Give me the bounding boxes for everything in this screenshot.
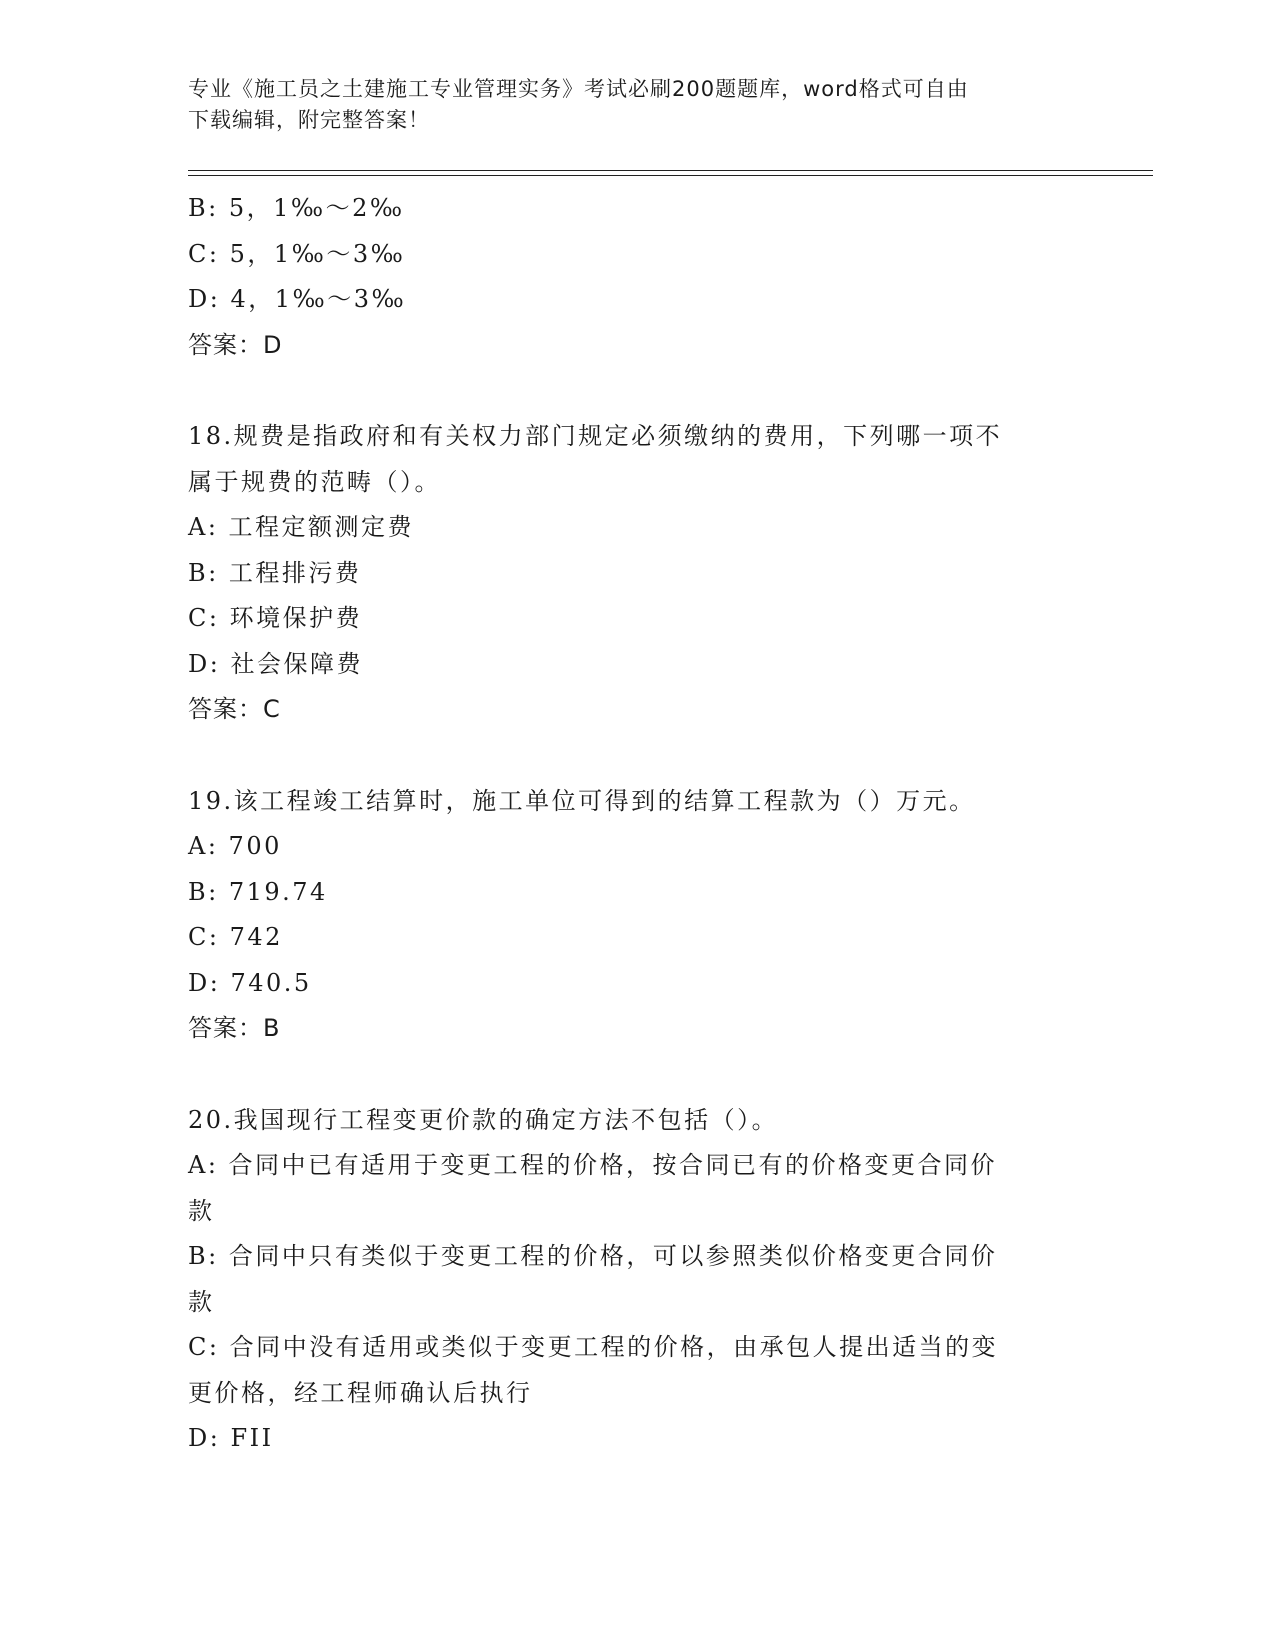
- header-line-2: 下载编辑，附完整答案！: [188, 108, 430, 132]
- option-b-continued: 款: [188, 1287, 215, 1316]
- option-b: B: 合同中只有类似于变更工程的价格，可以参照类似价格变更合同价: [188, 1242, 998, 1270]
- spacer: [188, 1052, 1088, 1098]
- option-d: D: 社会保障费: [188, 649, 363, 678]
- header-rule-bottom: [188, 175, 1153, 176]
- option-c-continued: 更价格，经工程师确认后执行: [188, 1378, 533, 1407]
- option-c: C: 5，1‰～3‰: [188, 239, 406, 268]
- option-d: D: 740.5: [188, 968, 312, 997]
- document-body: [188, 186, 1088, 1462]
- option-b: B: 5，1‰～2‰: [188, 194, 405, 222]
- option-b: B: 工程排污费: [188, 558, 362, 587]
- option-c: C: 742: [188, 923, 283, 951]
- page-header: [188, 74, 1068, 136]
- answer: 答案：C: [188, 695, 281, 723]
- prev-question: [188, 186, 1088, 368]
- question-19: [188, 779, 1088, 1052]
- answer: 答案：D: [188, 330, 283, 359]
- option-c: C: 合同中没有适用或类似于变更工程的价格，由承包人提出适当的变: [188, 1333, 999, 1361]
- option-a: A: 700: [188, 832, 282, 860]
- question-text: 18.规费是指政府和有关权力部门规定必须缴纳的费用，下列哪一项不: [188, 422, 1003, 450]
- question-18: [188, 414, 1088, 733]
- option-a: A: 工程定额测定费: [188, 513, 415, 541]
- answer: 答案：B: [188, 1014, 281, 1042]
- spacer: [188, 368, 1088, 414]
- option-d: D: FII: [188, 1424, 274, 1452]
- question-text: 19.该工程竣工结算时，施工单位可得到的结算工程款为（）万元。: [188, 786, 976, 815]
- option-c: C: 环境保护费: [188, 604, 363, 632]
- header-rule-top: [188, 170, 1153, 171]
- question-text: 20.我国现行工程变更价款的确定方法不包括（）。: [188, 1105, 779, 1134]
- header-line-1: 专业《施工员之土建施工专业管理实务》考试必刷200题题库，word格式可自由: [188, 77, 969, 101]
- option-b: B: 719.74: [188, 877, 328, 906]
- option-a-continued: 款: [188, 1196, 215, 1225]
- option-d: D: 4，1‰～3‰: [188, 285, 407, 313]
- question-20: [188, 1098, 1088, 1462]
- question-text: 属于规费的范畴（）。: [188, 467, 441, 496]
- option-a: A: 合同中已有适用于变更工程的价格，按合同已有的价格变更合同价: [188, 1151, 998, 1179]
- spacer: [188, 733, 1088, 779]
